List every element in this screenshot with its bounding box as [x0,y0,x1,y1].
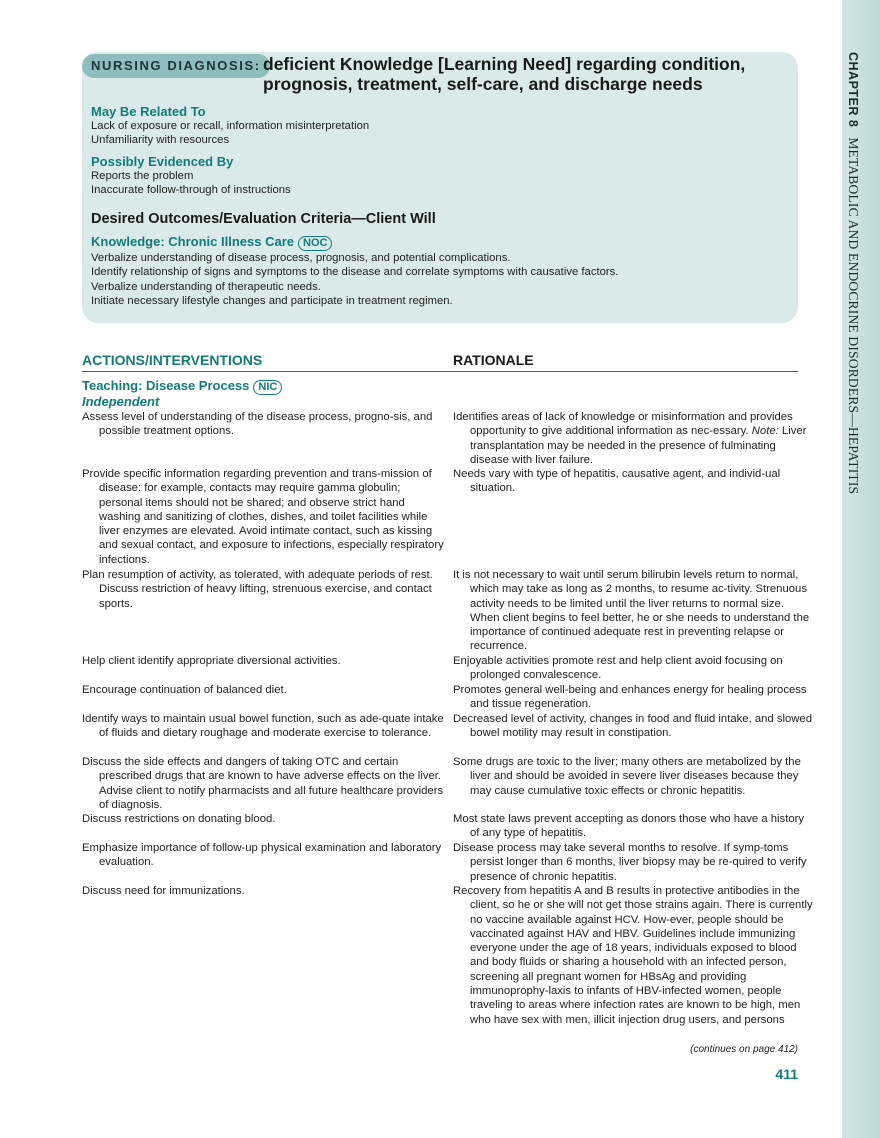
action-item: Plan resumption of activity, as tolerated, with adequate periods of rest. Discuss restriction of heavy lifting, strenuous exercise, and contact sports. [82,569,433,610]
rationale-item: Needs vary with type of hepatitis, causative agent, and individ-ual situation. [453,468,781,495]
nic-tag: NIC [253,380,282,395]
outcomes-heading: Desired Outcomes/Evaluation Criteria—Client Will [91,211,436,227]
rationale-item [453,410,815,467]
rationale-item: It is not necessary to wait until serum bilirubin levels return to normal, which may take as long as 2 months, to resume ac-tivity. Strenuous activity needs to be limited until the liver returns to normal size. When client begins to feel better, he or she needs to understand the importance of continued adequate rest in preventing relapse or recurrence. [453,569,810,653]
chapter-side-label [845,52,861,494]
action-item: Identify ways to maintain usual bowel function, such as ade-quate intake of fluids and dietary roughage and moderate exercise to tolerance. [82,713,444,740]
action-item: Discuss need for immunizations. [82,885,245,897]
outcome-line: Initiate necessary lifestyle changes and participate in treatment regimen. [91,294,453,307]
rationale-item: Most state laws prevent accepting as donors those who have a history of any type of hepatitis. [453,813,805,840]
page-number: 411 [775,1066,798,1082]
outcome-line: Verbalize understanding of therapeutic needs. [91,280,321,293]
rationale-item: Enjoyable activities promote rest and help client avoid focusing on prolonged convalescence. [453,655,783,682]
action-item: Emphasize importance of follow-up physical examination and laboratory evaluation. [82,842,442,869]
rationale-item: Disease process may take several months to resolve. If symp-toms persist longer than 6 months, liver biopsy may be re-quired to verify presence of chronic hepatitis. [453,842,807,883]
related-to-line: Unfamiliarity with resources [91,134,230,147]
rationale-text: Liver transplantation may be needed in the presence of fulminating disease with liver failure. [470,425,807,466]
nursing-diagnosis-title: deficient Knowledge [Learning Need] regarding condition, prognosis, treatment, self-care, and discharge needs [263,54,746,94]
action-item: Encourage continuation of balanced diet. [82,684,287,696]
rationale-column-heading: RATIONALE [453,352,534,368]
nic-section-heading [82,378,282,395]
action-item: Provide specific information regarding prevention and trans-mission of disease: for example, contacts may require gamma globulin; personal items should not be shared; and observe strict hand washing and sanitizing of clothes, dishes, and toilet facilities while liver enzymes are elevated. Avoid intimate contact, such as kissing and sexual contact, and exposure to infections, especially respiratory infections. [82,468,444,566]
rationale-item: Promotes general well-being and enhances energy for healing process and tissue regeneration. [453,684,807,711]
related-to-line: Lack of exposure or recall, information misinterpretation [91,120,370,132]
outcome-line: Verbalize understanding of disease process, prognosis, and potential complications. [91,252,511,264]
nic-section-text: Teaching: Disease Process [82,378,250,393]
rationale-note: Note: [751,425,779,438]
related-to-section [91,104,781,148]
continues-note: (continues on page 412) [690,1044,798,1055]
outcomes-subheading [91,234,781,251]
evidenced-by-line: Reports the problem [91,170,194,182]
nursing-diagnosis-label: NURSING DIAGNOSIS: [82,54,270,78]
rationale-item: Some drugs are toxic to the liver; many others are metabolized by the liver and should be avoided in severe liver diseases because they may cause cumulative toxic effects or chronic hepatitis. [453,756,801,797]
action-item: Help client identify appropriate diversional activities. [82,655,341,667]
outcome-line: Identify relationship of signs and symptoms to the disease and correlate symptoms with causative factors. [91,266,619,279]
related-to-heading: May Be Related To [91,104,206,119]
action-item: Discuss restrictions on donating blood. [82,813,276,825]
independent-label: Independent [82,394,160,409]
rationale-item: Recovery from hepatitis A and B results in protective antibodies in the client, so he or she will not get those strains again. There is currently no vaccine available against HCV. How-ever, people should be vaccinated against HAV and HBV. Guidelines include immunizing everyone under the age of 18 years, individuals exposed to blood and body fluids or sharing a household with an infected person, screening all pregnant women for HBsAg and providing immunoprophy-laxis to infants of HBV-infected women, people traveling to areas where infection rates are known to be high, men who have sex with men, illicit injection drug users, and persons [453,885,813,1026]
column-divider-rule [82,371,798,372]
action-item: Discuss the side effects and dangers of taking OTC and certain prescribed drugs that are known to have adverse effects on the liver. Advise client to notify pharmacists and all future healthcare providers of diagnosis. [82,756,444,811]
evidenced-by-heading: Possibly Evidenced By [91,154,234,169]
action-item: Assess level of understanding of the disease process, progno-sis, and possible treatment options. [82,411,433,438]
outcomes-subheading-text: Knowledge: Chronic Illness Care [91,234,294,249]
chapter-title: METABOLIC AND ENDOCRINE DISORDERS—HEPATITIS [846,137,861,495]
rationale-item: Decreased level of activity, changes in food and fluid intake, and slowed bowel motility may result in constipation. [453,713,812,740]
outcomes-section [91,211,781,308]
chapter-number: CHAPTER 8 [846,52,860,128]
actions-column-heading: ACTIONS/INTERVENTIONS [82,352,263,368]
evidenced-by-line: Inaccurate follow-through of instructions [91,184,291,197]
evidenced-by-section [91,154,781,198]
noc-tag: NOC [298,236,332,251]
rationale-text: Identifies areas of lack of knowledge or misinformation and provides opportunity to give additional information as nec-essary. [453,411,793,438]
